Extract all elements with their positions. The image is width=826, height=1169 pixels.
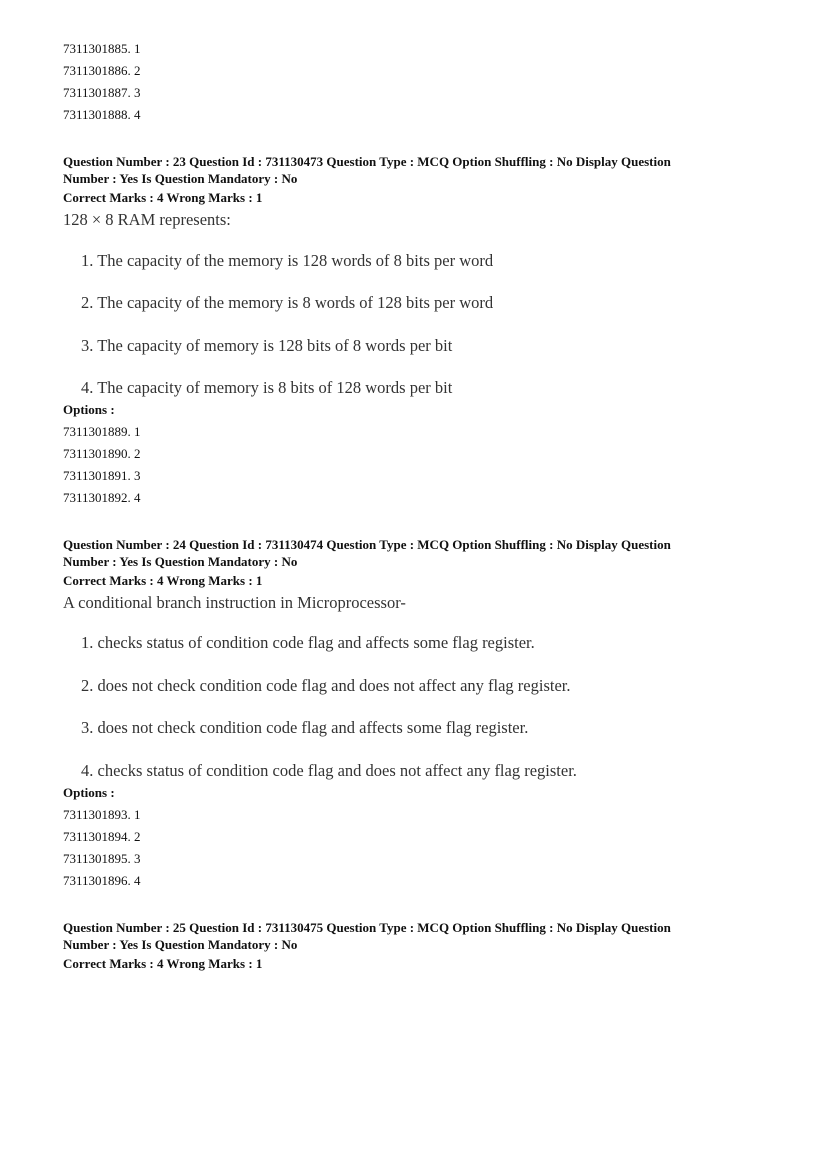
question-23-choice: 2. The capacity of the memory is 8 words of 128 bits per word — [81, 293, 494, 312]
question-24-header-line2: Number : Yes Is Question Mandatory : No — [63, 554, 298, 569]
question-24-option-id: 7311301894. 2 — [63, 829, 141, 844]
question-24-choice: 3. does not check condition code flag and affects some flag register. — [81, 718, 529, 737]
prev-option-id: 7311301888. 4 — [63, 107, 141, 122]
question-25-marks: Correct Marks : 4 Wrong Marks : 1 — [63, 956, 263, 971]
question-23-option-id: 7311301890. 2 — [63, 446, 141, 461]
prev-option-id: 7311301887. 3 — [63, 85, 141, 100]
question-23-choice: 3. The capacity of memory is 128 bits of 8 words per bit — [81, 336, 453, 355]
question-24-option-id: 7311301896. 4 — [63, 873, 141, 888]
question-24-header-line1: Question Number : 24 Question Id : 731130474 Question Type : MCQ Option Shuffling : No Display Question — [63, 537, 671, 552]
question-25-header-line2: Number : Yes Is Question Mandatory : No — [63, 937, 298, 952]
question-23-header-line1: Question Number : 23 Question Id : 731130473 Question Type : MCQ Option Shuffling : No Display Question — [63, 154, 671, 169]
question-23-option-id: 7311301889. 1 — [63, 424, 141, 439]
prev-option-id: 7311301885. 1 — [63, 41, 141, 56]
question-23-choice: 4. The capacity of memory is 8 bits of 128 words per bit — [81, 378, 453, 397]
question-24-option-id: 7311301895. 3 — [63, 851, 141, 866]
question-24-stem: A conditional branch instruction in Microprocessor- — [63, 593, 406, 612]
question-24-choice: 1. checks status of condition code flag and affects some flag register. — [81, 633, 535, 652]
question-23-header-line2: Number : Yes Is Question Mandatory : No — [63, 171, 298, 186]
question-23-option-id: 7311301891. 3 — [63, 468, 141, 483]
question-23-options-label: Options : — [63, 402, 115, 417]
question-24-option-id: 7311301893. 1 — [63, 807, 141, 822]
question-25-header-line1: Question Number : 25 Question Id : 731130475 Question Type : MCQ Option Shuffling : No Display Question — [63, 920, 671, 935]
question-24-choice: 4. checks status of condition code flag and does not affect any flag register. — [81, 761, 577, 780]
question-23-marks: Correct Marks : 4 Wrong Marks : 1 — [63, 190, 263, 205]
question-24-marks: Correct Marks : 4 Wrong Marks : 1 — [63, 573, 263, 588]
question-23-option-id: 7311301892. 4 — [63, 490, 141, 505]
question-23-choice: 1. The capacity of the memory is 128 words of 8 bits per word — [81, 251, 494, 270]
question-24-options-label: Options : — [63, 785, 115, 800]
question-23-stem: 128 × 8 RAM represents: — [63, 210, 231, 229]
question-24-choice: 2. does not check condition code flag and does not affect any flag register. — [81, 676, 571, 695]
prev-option-id: 7311301886. 2 — [63, 63, 141, 78]
